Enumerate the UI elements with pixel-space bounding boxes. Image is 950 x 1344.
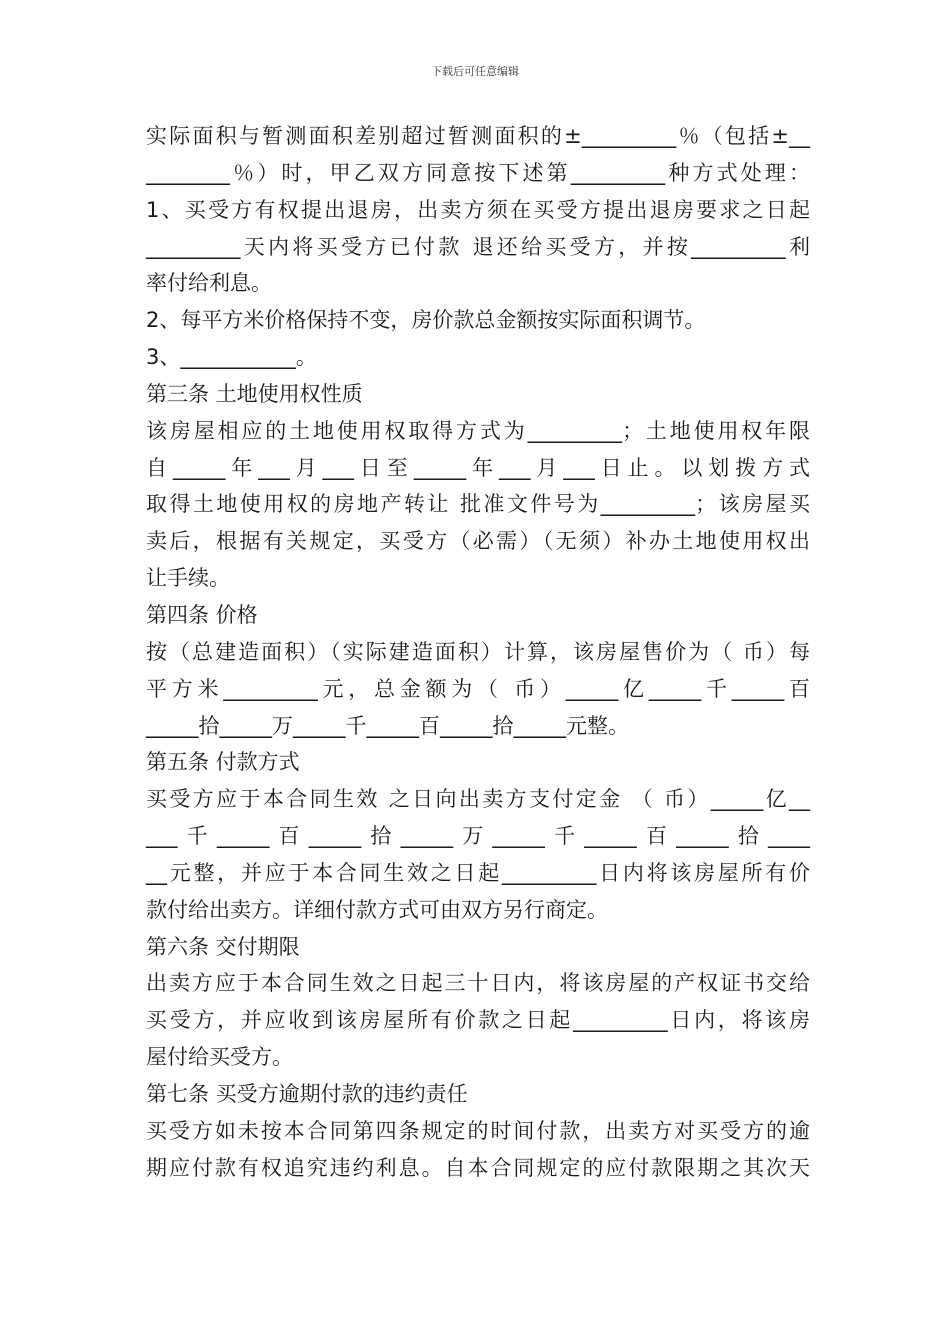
paragraph-line: 卖后，根据有关规定，买受方（必需）（无须）补办土地使用权出 — [146, 529, 810, 554]
paragraph-line: 按（总建造面积）（实际建造面积）计算，该房屋售价为（ 币）每 — [146, 639, 810, 664]
section-heading: 第四条 价格 — [146, 602, 258, 627]
paragraph-line: 率付给利息。 — [146, 271, 272, 296]
paragraph-line: 自_____年___月___日至_____年___月___日止。以划拨方式 — [146, 455, 810, 480]
paragraph-line: ___千_____百_____拾_____万_____千_____百_____拾____ — [146, 824, 810, 849]
paragraph-line: 买受方应于本合同生效 之日向出卖方支付定金 （ 币）_____亿__ — [146, 787, 810, 812]
paragraph-line: 取得土地使用权的房地产转让 批准文件号为_________；该房屋买 — [146, 492, 810, 517]
paragraph-line: 实际面积与暂测面积差别超过暂测面积的±_________％（包括±__ — [146, 124, 810, 148]
paragraph-line: _____拾_____万_____千_____百_____拾_____元整。 — [146, 713, 629, 738]
page-header-note: 下载后可任意编辑 — [431, 65, 519, 78]
paragraph-line: 款付给出卖方。详细付款方式可由双方另行商定。 — [146, 897, 608, 922]
paragraph-line: 平方米_________元，总金额为（ 币）_____亿_____千_____百 — [146, 676, 810, 701]
section-heading: 第七条 买受方逾期付款的违约责任 — [146, 1081, 468, 1106]
paragraph-line: _________天内将买受方已付款 退还给买受方，并按_________利 — [146, 234, 810, 259]
paragraph-line: ________％）时，甲乙双方同意按下述第_________种方式处理： — [146, 160, 810, 185]
paragraph-line: 买受方，并应收到该房屋所有价款之日起_________日内，将该房 — [146, 1008, 810, 1033]
paragraph-line: 买受方如未按本合同第四条规定的时间付款，出卖方对买受方的逾 — [146, 1118, 810, 1143]
paragraph-line: 该房屋相应的土地使用权取得方式为_________；土地使用权年限 — [146, 418, 810, 443]
section-heading: 第六条 交付期限 — [146, 934, 300, 959]
paragraph-line: 出卖方应于本合同生效之日起三十日内，将该房屋的产权证书交给 — [146, 971, 810, 996]
paragraph-line: 期应付款有权追究违约利息。自本合同规定的应付款限期之其次天 — [146, 1155, 810, 1180]
contract-body — [146, 118, 810, 1186]
section-heading: 第三条 土地使用权性质 — [146, 381, 363, 406]
paragraph-line: 屋付给买受方。 — [146, 1045, 293, 1070]
paragraph-line: __元整，并应于本合同生效之日起_________日内将该房屋所有价 — [146, 860, 810, 885]
paragraph-line: 2、每平方米价格保持不变，房价款总金额按实际面积调节。 — [146, 308, 706, 333]
paragraph-line: 让手续。 — [146, 566, 230, 591]
paragraph-line: 3、___________。 — [146, 345, 317, 370]
section-heading: 第五条 付款方式 — [146, 750, 300, 775]
paragraph-line: 1、买受方有权提出退房，出卖方须在买受方提出退房要求之日起 — [146, 197, 810, 222]
